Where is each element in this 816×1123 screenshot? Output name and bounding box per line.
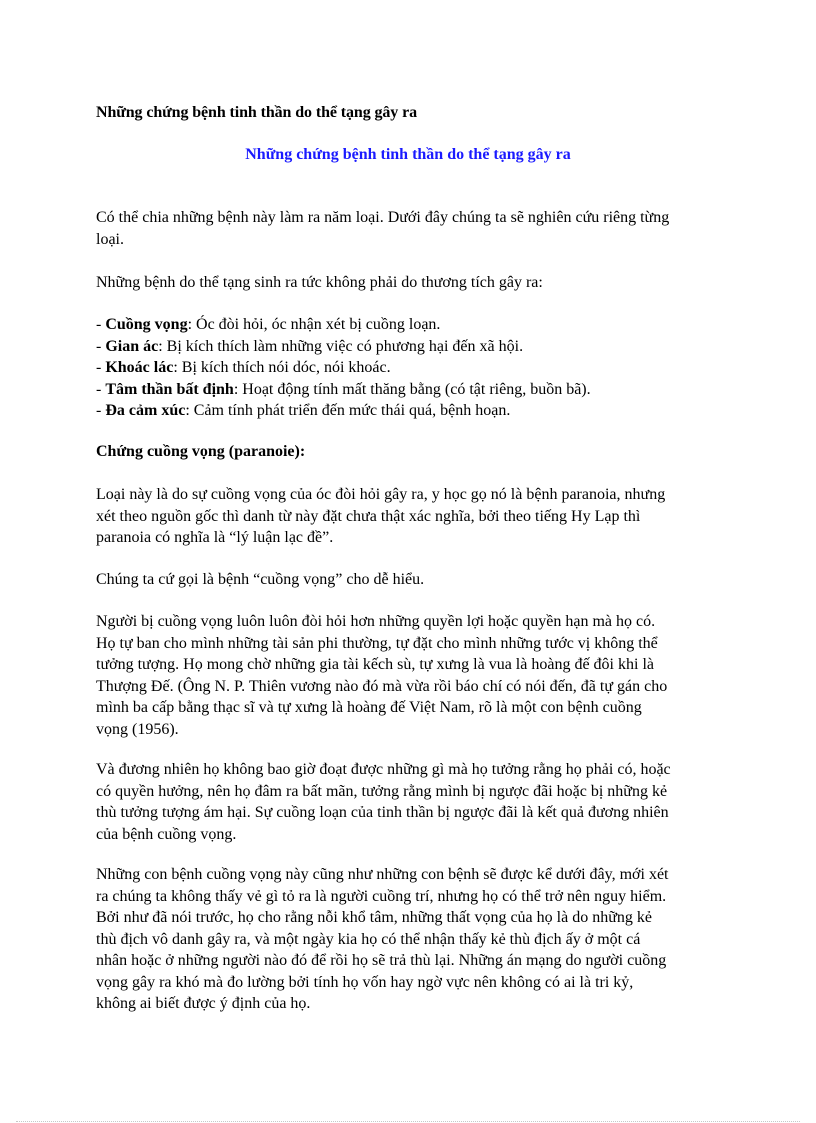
text-line: của bệnh cuồng vọng.	[96, 825, 237, 843]
text-line: thù địch vô danh gây ra, và một ngày kia họ có thể nhận thấy kẻ thù địch ấy ở một cá	[96, 930, 641, 948]
text-line: vọng gây ra khó mà đo lường bởi tính họ vốn hay ngờ vực nên không có ai là tri kỷ,	[96, 973, 634, 991]
section-heading: Chứng cuồng vọng (paranoie):	[96, 443, 306, 460]
text-line: Người bị cuồng vọng luôn luôn đòi hỏi hơn những quyền lợi hoặc quyền hạn mà họ có.	[96, 613, 656, 630]
list-term: Gian ác	[105, 337, 159, 355]
paragraph-3	[96, 611, 722, 740]
text-line: loại.	[96, 230, 124, 248]
text-line: Chúng ta cứ gọi là bệnh “cuồng vọng” cho dễ hiểu.	[96, 571, 425, 588]
text-line: Họ tự ban cho mình những tài sản phi thường, tự đặt cho mình những tước vị không thể	[96, 634, 658, 652]
list-term: Tâm thần bất định	[105, 380, 234, 398]
list-item: - Tâm thần bất định: Hoạt động tính mất thăng bằng (có tật riêng, buồn bã).	[96, 380, 591, 398]
list-term: Khoác lác	[105, 359, 174, 376]
text-line: xét theo nguồn gốc thì danh từ này đặt chưa thật xác nghĩa, bởi theo tiếng Hy Lạp thì	[96, 507, 641, 525]
paragraph-5	[96, 864, 722, 1015]
text-line: Loại này là do sự cuồng vọng của óc đòi hỏi gây ra, y học gọ nó là bệnh paranoia, nhưng	[96, 486, 666, 503]
text-line: Có thể chia những bệnh này làm ra năm loại. Dưới đây chúng ta sẽ nghiên cứu riêng từng	[96, 209, 670, 226]
text-line: Thượng Đế. (Ông N. P. Thiên vương nào đó mà vừa rồi báo chí có nói đến, đã tự gán cho	[96, 677, 668, 695]
list-desc: : Bị kích thích nói dóc, nói khoác.	[173, 359, 391, 376]
text-line: mình ba cấp bằng thạc sĩ và tự xưng là hoàng đế Việt Nam, rõ là một con bệnh cuồng	[96, 699, 642, 716]
list-item: - Đa cảm xúc: Cảm tính phát triển đến mức thái quá, bệnh hoạn.	[96, 402, 511, 419]
list-desc: : Bị kích thích làm những việc có phương hại đến xã hội.	[158, 337, 524, 355]
lead-paragraph	[96, 272, 722, 294]
disease-list	[96, 314, 722, 422]
text-line: tưởng tượng. Họ mong chờ những gia tài kếch sù, tự xưng là vua là hoàng đế đôi khi là	[96, 656, 654, 673]
text-line: paranoia có nghĩa là “lý luận lạc đề”.	[96, 529, 334, 546]
text-line: nhân hoặc ở những người nào đó để rồi họ sẽ trả thù lại. Những án mạng do người cuồng	[96, 952, 667, 969]
text-line: Bởi như đã nói trước, họ cho rằng nỗi khổ tâm, những thất vọng của họ là do những kẻ	[96, 909, 652, 926]
text-line: thù tưởng tượng ám hại. Sự cuồng loạn của tinh thần bị ngược đãi là kết quả đương nhiên	[96, 804, 669, 821]
list-desc: : Hoạt động tính mất thăng bằng (có tật riêng, buồn bã).	[233, 380, 591, 398]
text-line: vọng (1956).	[96, 720, 179, 738]
text-line: không ai biết được ý định của họ.	[96, 995, 311, 1012]
text-line: ra chúng ta không thấy vẻ gì tỏ ra là người cuồng trí, nhưng họ có thể trở nên nguy hiểm.	[96, 887, 667, 905]
list-desc: : Cảm tính phát triển đến mức thái quá, bệnh hoạn.	[185, 402, 511, 419]
list-term: Cuồng vọng	[105, 316, 188, 333]
paragraph-2	[96, 569, 722, 591]
paragraph-1	[96, 484, 722, 549]
list-term: Đa cảm xúc	[105, 402, 186, 419]
intro-paragraph	[96, 207, 722, 250]
list-item: - Gian ác: Bị kích thích làm những việc có phương hại đến xã hội.	[96, 337, 524, 355]
text-line: Và đương nhiên họ không bao giờ đoạt được những gì mà họ tưởng rằng họ phải có, hoặc	[96, 761, 671, 778]
document-title: Những chứng bệnh tinh thần do thể tạng gây ra	[96, 104, 418, 121]
page-bottom-divider	[16, 1121, 800, 1122]
list-desc: : Óc đòi hỏi, óc nhận xét bị cuồng loạn.	[187, 316, 441, 333]
paragraph-4	[96, 759, 722, 845]
list-item: - Khoác lác: Bị kích thích nói dóc, nói khoác.	[96, 359, 391, 376]
text-line: có quyền hưởng, nên họ đâm ra bất mãn, tưởng rằng mình bị ngược đãi hoặc bị những kẻ	[96, 782, 668, 800]
list-item: - Cuồng vọng: Óc đòi hỏi, óc nhận xét bị cuồng loạn.	[96, 316, 441, 333]
text-line: Những con bệnh cuồng vọng này cũng như những con bệnh sẽ được kể dưới đây, mới xét	[96, 866, 669, 883]
document-subtitle: Những chứng bệnh tinh thần do thể tạng gây ra	[245, 146, 571, 163]
text-line: Những bệnh do thể tạng sinh ra tức không phải do thương tích gây ra:	[96, 274, 543, 291]
